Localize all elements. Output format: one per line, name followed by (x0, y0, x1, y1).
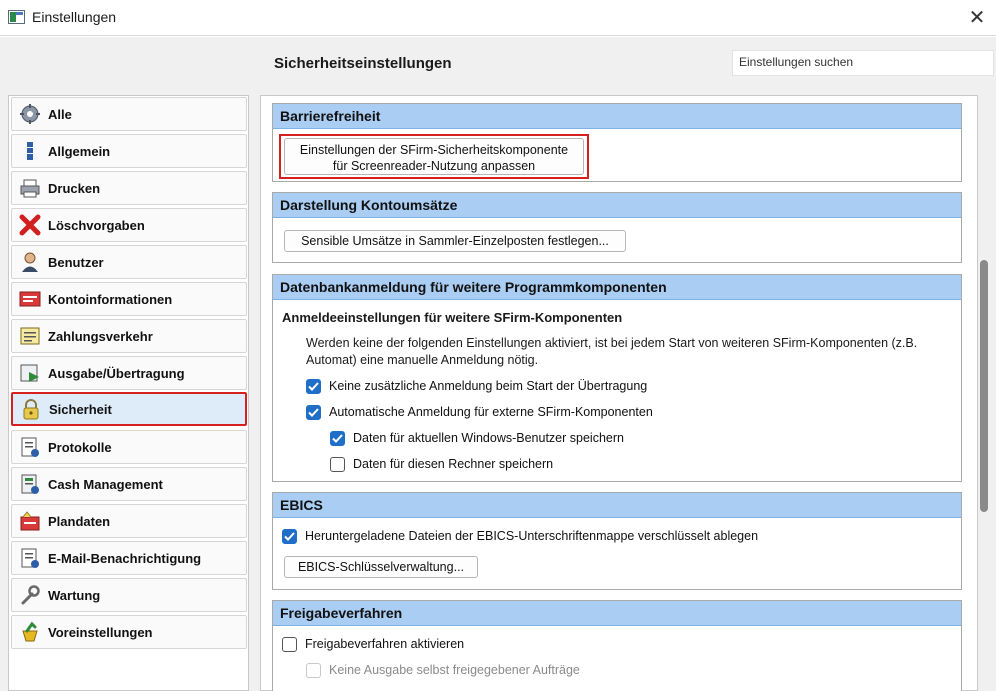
screenreader-settings-button[interactable] (284, 138, 584, 175)
checkbox-unchecked[interactable] (282, 637, 297, 652)
checkbox-row[interactable] (330, 455, 553, 473)
sensible-umsaetze-button[interactable]: Sensible Umsätze in Sammler-Einzelposten festlegen... (284, 230, 626, 252)
checkbox-label: Automatische Anmeldung für externe SFirm-Komponenten (329, 405, 653, 419)
checkbox-label: Keine Ausgabe selbst freigegebener Aufträge (329, 663, 580, 677)
checkbox-row[interactable] (282, 635, 464, 653)
sidebar-item-cash-management[interactable] (11, 467, 247, 501)
app-icon (8, 10, 25, 24)
section-title: Darstellung Kontoumsätze (273, 193, 961, 218)
sidebar-item-allgemein[interactable] (11, 134, 247, 168)
sidebar-item-label: Voreinstellungen (48, 624, 153, 640)
sidebar-item-kontoinformationen[interactable] (11, 282, 247, 316)
sidebar-item-protokolle[interactable] (11, 430, 247, 464)
subheading: Anmeldeeinstellungen für weitere SFirm-Komponenten (282, 310, 623, 325)
button-label-line2: für Screenreader-Nutzung anpassen (332, 159, 536, 173)
sidebar-item-label: Sicherheit (49, 401, 112, 417)
sidebar-item-alle[interactable] (11, 97, 247, 131)
log-icon (19, 436, 41, 458)
sidebar-item-label: Zahlungsverkehr (48, 328, 153, 344)
sidebar-item-label: Allgemein (48, 143, 111, 159)
checkbox-row[interactable] (306, 403, 653, 421)
email-icon (19, 547, 41, 569)
sidebar-item-label: Wartung (48, 587, 101, 603)
section-title: EBICS (273, 493, 961, 518)
delete-x-icon (19, 214, 41, 236)
checkbox-disabled (306, 663, 321, 678)
checkbox-row (306, 661, 580, 679)
sidebar (8, 95, 249, 691)
scrollbar-thumb[interactable] (980, 260, 988, 512)
cash-icon (19, 473, 41, 495)
close-icon[interactable]: ✕ (968, 5, 986, 29)
button-label-line1: Einstellungen der SFirm-Sicherheitskomponente (299, 143, 569, 157)
checkbox-label: Freigabeverfahren aktivieren (305, 637, 465, 651)
checkbox-label: Keine zusätzliche Anmeldung beim Start der Übertragung (329, 379, 648, 393)
sidebar-item-label: Plandaten (48, 513, 111, 529)
page-title: Sicherheitseinstellungen (274, 55, 452, 72)
checkbox-label: Daten für diesen Rechner speichern (353, 457, 554, 471)
title-bar (0, 0, 996, 36)
section-title: Freigabeverfahren (273, 601, 961, 626)
sidebar-item-label: E-Mail-Benachrichtigung (48, 550, 202, 566)
section-kontoumsaetze (272, 192, 962, 263)
checkbox-row[interactable] (330, 429, 624, 447)
sidebar-item-benutzer[interactable] (11, 245, 247, 279)
sidebar-item-plandaten[interactable] (11, 504, 247, 538)
checkbox-label: Heruntergeladene Dateien der EBICS-Unterschriftenmappe verschlüsselt ablegen (305, 529, 759, 543)
checkbox-label: Daten für aktuellen Windows-Benutzer speichern (353, 431, 624, 445)
section-title: Datenbankanmeldung für weitere Programmkomponenten (273, 275, 961, 300)
printer-icon (19, 177, 41, 199)
checkbox-unchecked[interactable] (330, 457, 345, 472)
payment-doc-icon (19, 325, 41, 347)
sidebar-item-label: Benutzer (48, 254, 104, 270)
search-input[interactable]: Einstellungen suchen (732, 50, 994, 76)
sidebar-item-ausgabe-uebertragung[interactable] (11, 356, 247, 390)
header-area (0, 37, 996, 90)
sidebar-item-drucken[interactable] (11, 171, 247, 205)
checkbox-row[interactable] (282, 527, 758, 545)
checkbox-checked[interactable] (306, 379, 321, 394)
sidebar-item-voreinstellungen[interactable] (11, 615, 247, 649)
sidebar-item-label: Ausgabe/Übertragung (48, 365, 185, 381)
sidebar-item-sicherheit[interactable] (11, 392, 247, 426)
checkbox-checked[interactable] (330, 431, 345, 446)
checkbox-row[interactable] (306, 377, 647, 395)
ebics-key-management-button[interactable]: EBICS-Schlüsselverwaltung... (284, 556, 478, 578)
list-icon (19, 140, 41, 162)
wrench-icon (19, 584, 41, 606)
sidebar-item-label: Alle (48, 106, 72, 122)
info-text-line1: Werden keine der folgenden Einstellungen aktiviert, ist bei jedem Start von weiteren SFirm-Komponenten (z.B. (306, 336, 918, 350)
info-text-line2: Automat) eine manuelle Anmeldung nötig. (306, 353, 539, 367)
sidebar-item-loeschvorgaben[interactable] (11, 208, 247, 242)
sidebar-item-label: Drucken (48, 180, 101, 196)
section-title: Barrierefreiheit (273, 104, 961, 129)
lock-icon (20, 398, 42, 420)
account-card-icon (19, 288, 41, 310)
sidebar-item-email-benachrichtigung[interactable] (11, 541, 247, 575)
presets-icon (19, 621, 41, 643)
sidebar-item-label: Cash Management (48, 476, 163, 492)
gear-icon (19, 103, 41, 125)
sidebar-item-label: Löschvorgaben (48, 217, 145, 233)
sidebar-item-wartung[interactable] (11, 578, 247, 612)
transfer-icon (19, 362, 41, 384)
sidebar-item-zahlungsverkehr[interactable] (11, 319, 247, 353)
plan-icon (19, 510, 41, 532)
window-title: Einstellungen (32, 9, 117, 25)
sidebar-item-label: Protokolle (48, 439, 112, 455)
checkbox-checked[interactable] (306, 405, 321, 420)
user-icon (19, 251, 41, 273)
sidebar-item-label: Kontoinformationen (48, 291, 173, 307)
checkbox-checked[interactable] (282, 529, 297, 544)
